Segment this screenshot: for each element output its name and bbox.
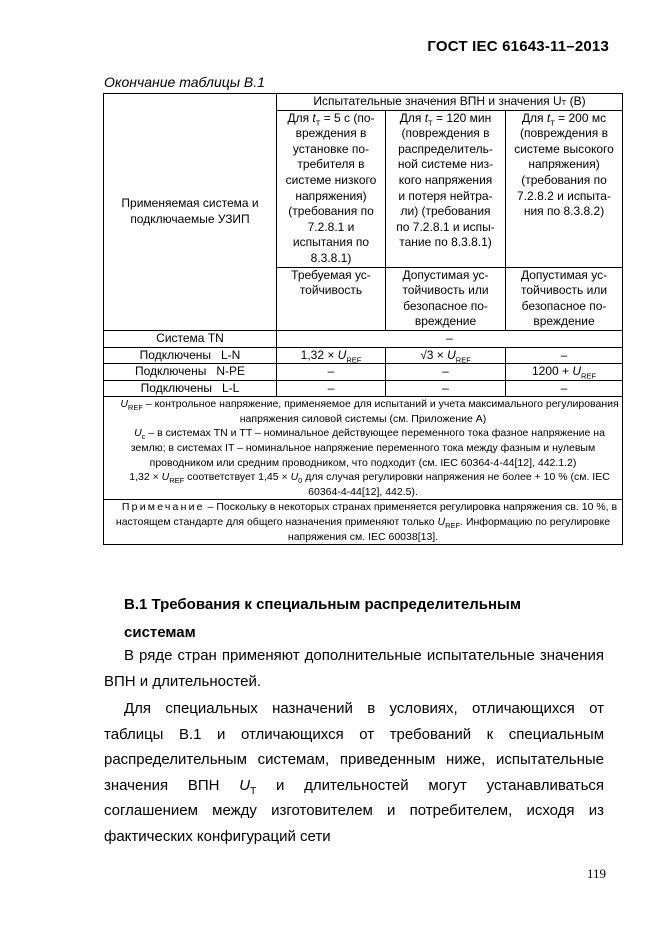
test-values-table <box>103 93 623 545</box>
table-continuation-caption: Окончание таблицы В.1 <box>104 74 265 90</box>
system-value: – <box>277 330 623 347</box>
note-ratio: $1,32 \times U_{REF}$ соответствует $1,45 \times U_0$ для случая регулировки напряжения не более + 10 % (см. IEC 60364-4-44[12], 442.5). <box>129 471 610 498</box>
col-header-5s: Для $t_T = 5$ с (по- вреждения в установке по- требителя в системе низкого напряжения) (требования по 7.2.8.1 и испытания по 8.3.8.1) <box>277 110 386 267</box>
table-row-npe <box>104 364 623 381</box>
page-number: 119 <box>586 866 606 881</box>
table-notes-row <box>104 397 623 500</box>
cell-value: – <box>506 347 623 364</box>
table-row-ll <box>104 380 623 397</box>
performance-allowed-2: Допустимая ус- тойчивость или безопасное по- вреждение <box>506 267 623 330</box>
row-label: Подключены L-L <box>104 380 277 397</box>
col-header-120min: Для $t_T = 120$ мин (повреждения в распределитель- ной системе низ- кого напряжения и потеря нейтра- ли) (требования по 7.2.8.1 и испы- тание по 8.3.8.1) <box>386 110 506 267</box>
performance-required: Требуемая ус- тойчивость <box>277 267 386 330</box>
cell-value: – <box>386 380 506 397</box>
cell-value: $√3 \times U_{REF}$ <box>386 347 506 364</box>
table-notes <box>104 397 623 500</box>
performance-allowed-1: Допустимая ус- тойчивость или безопасное по- вреждение <box>386 267 506 330</box>
section-heading: В.1 Требования к специальным распределительным системам <box>124 596 521 641</box>
row-label-header: Применяемая система и подключаемые УЗИП <box>104 94 277 331</box>
cell-value: – <box>277 364 386 381</box>
cell-value: – <box>277 380 386 397</box>
table-footnote-row <box>104 500 623 545</box>
table-header-row <box>104 94 623 111</box>
cell-value: – <box>386 364 506 381</box>
cell-value: $1200 + U_{REF}$ <box>506 364 623 381</box>
row-label: Подключены L-N <box>104 347 277 364</box>
table-row-ln <box>104 347 623 364</box>
table-footnote: Примечание – Поскольку в некоторых странах применяется регулировка напряжения св. 10 %, в настоящем стандарте для общего назначения применяют только $U_{REF}$. Информацию по регулировке напряжения см. IEC 60038[13]. <box>104 500 623 545</box>
paragraph-1: В ряде стран применяют дополнительные испытательные значения ВПН и длительностей. <box>104 647 604 690</box>
paragraph-2: Для специальных назначений в условиях, отличающихся от таблицы В.1 и отличающихся от требований к специальным распределительным системам, приведенным ниже, испытательные значения ВПН $U_T$ и длительностей могут устанавливаться соглашением между изготовителем и потребителем, исходя из фактических конфигураций сети <box>104 700 605 845</box>
cell-value: $1,32 \times U_{REF}$ <box>277 347 386 364</box>
col-header-200ms: Для $t_T = 200$ мс (повреждения в системе высокого напряжения) (требования по 7.2.8.2 и испыта- ния по 8.3.8.2) <box>506 110 623 267</box>
system-tn-row <box>104 330 623 347</box>
system-label: Система TN <box>104 330 277 347</box>
note-uc: $U_c$ – в системах TN и TT – номинальное действующее переменного тока фазное напряжение на землю; в системах IT – номинальное напряжение переменного тока между фазным и нулевым проводником или средним проводником, что подходит (см. IEC 60364-4-44[12], 442.1.2) <box>130 427 605 469</box>
document-id: ГОСТ IEC 61643-11–2013 <box>427 38 609 55</box>
super-header: Испытательные значения ВПН и значения UT (В) <box>277 94 623 111</box>
cell-value: – <box>506 380 623 397</box>
row-label: Подключены N-PE <box>104 364 277 381</box>
note-uref: $U_{REF}$ – контрольное напряжение, применяемое для испытаний и учета максимального регулирования напряжения силовой системы (см. Приложение А) <box>120 398 619 425</box>
